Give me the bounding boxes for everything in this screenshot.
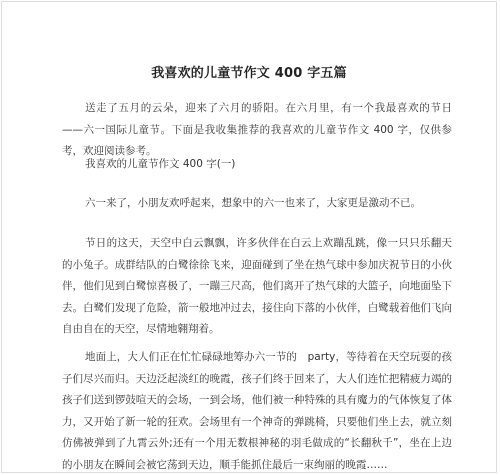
body-paragraph: 节日的这天，天空中白云飘飘，许多伙伴在白云上欢蹦乱跳，像一只只乐翻天的小兔子。成群结队的白鹭徐徐飞来，迎面碰到了坐在热气球中参加庆祝节日的小伙伴，他们见到白鹭惊喜极了，一蹦三尺高，他们离开了热气球的大篮子，向地面坠下去。白鹭们发现了危险，箭一般地冲过去，接住向下落的小伙伴，白鹭载着他们飞向自由自在的天空，尽情地翱翔着。 [62,237,452,335]
article-title: 我喜欢的儿童节作文 400 字五篇 [151,66,347,81]
intro-paragraph: 送走了五月的云朵，迎来了六月的骄阳。在六月里，有一个我最喜欢的节日——六一国际儿童节。下面是我收集推荐的我喜欢的儿童节作文 400 字，仅供参考，欢迎阅读参考。 [62,102,452,157]
document-page [1,1,497,473]
section-heading: 我喜欢的儿童节作文 400 字(一) [85,158,236,170]
body-paragraph: 六一来了，小朋友欢呼起来，想象中的六一也来了，大家更是激动不已。 [85,197,421,209]
body-paragraph: 地面上，大人们正在忙忙碌碌地筹办六一节的 party，等待着在天空玩耍的孩子们尽兴而归。天边泛起淡红的晚霞，孩子们终于回来了，大人们连忙把精疲力竭的孩子们送到锣鼓喧天的会场，一到会场，他们被一种特殊的具有魔力的气体恢复了体力，又开始了新一轮的狂欢。会场里有一个神奇的弹跳椅，只要他们坐上去，就立刻仿佛被弹到了九霄云外;还有一个用无数根神秘的羽毛做成的“长翻秋千”，坐在上边的小朋友在瞬间会被它荡到天边，顺手能抓住最后一束绚丽的晚霞…… [62,351,452,471]
